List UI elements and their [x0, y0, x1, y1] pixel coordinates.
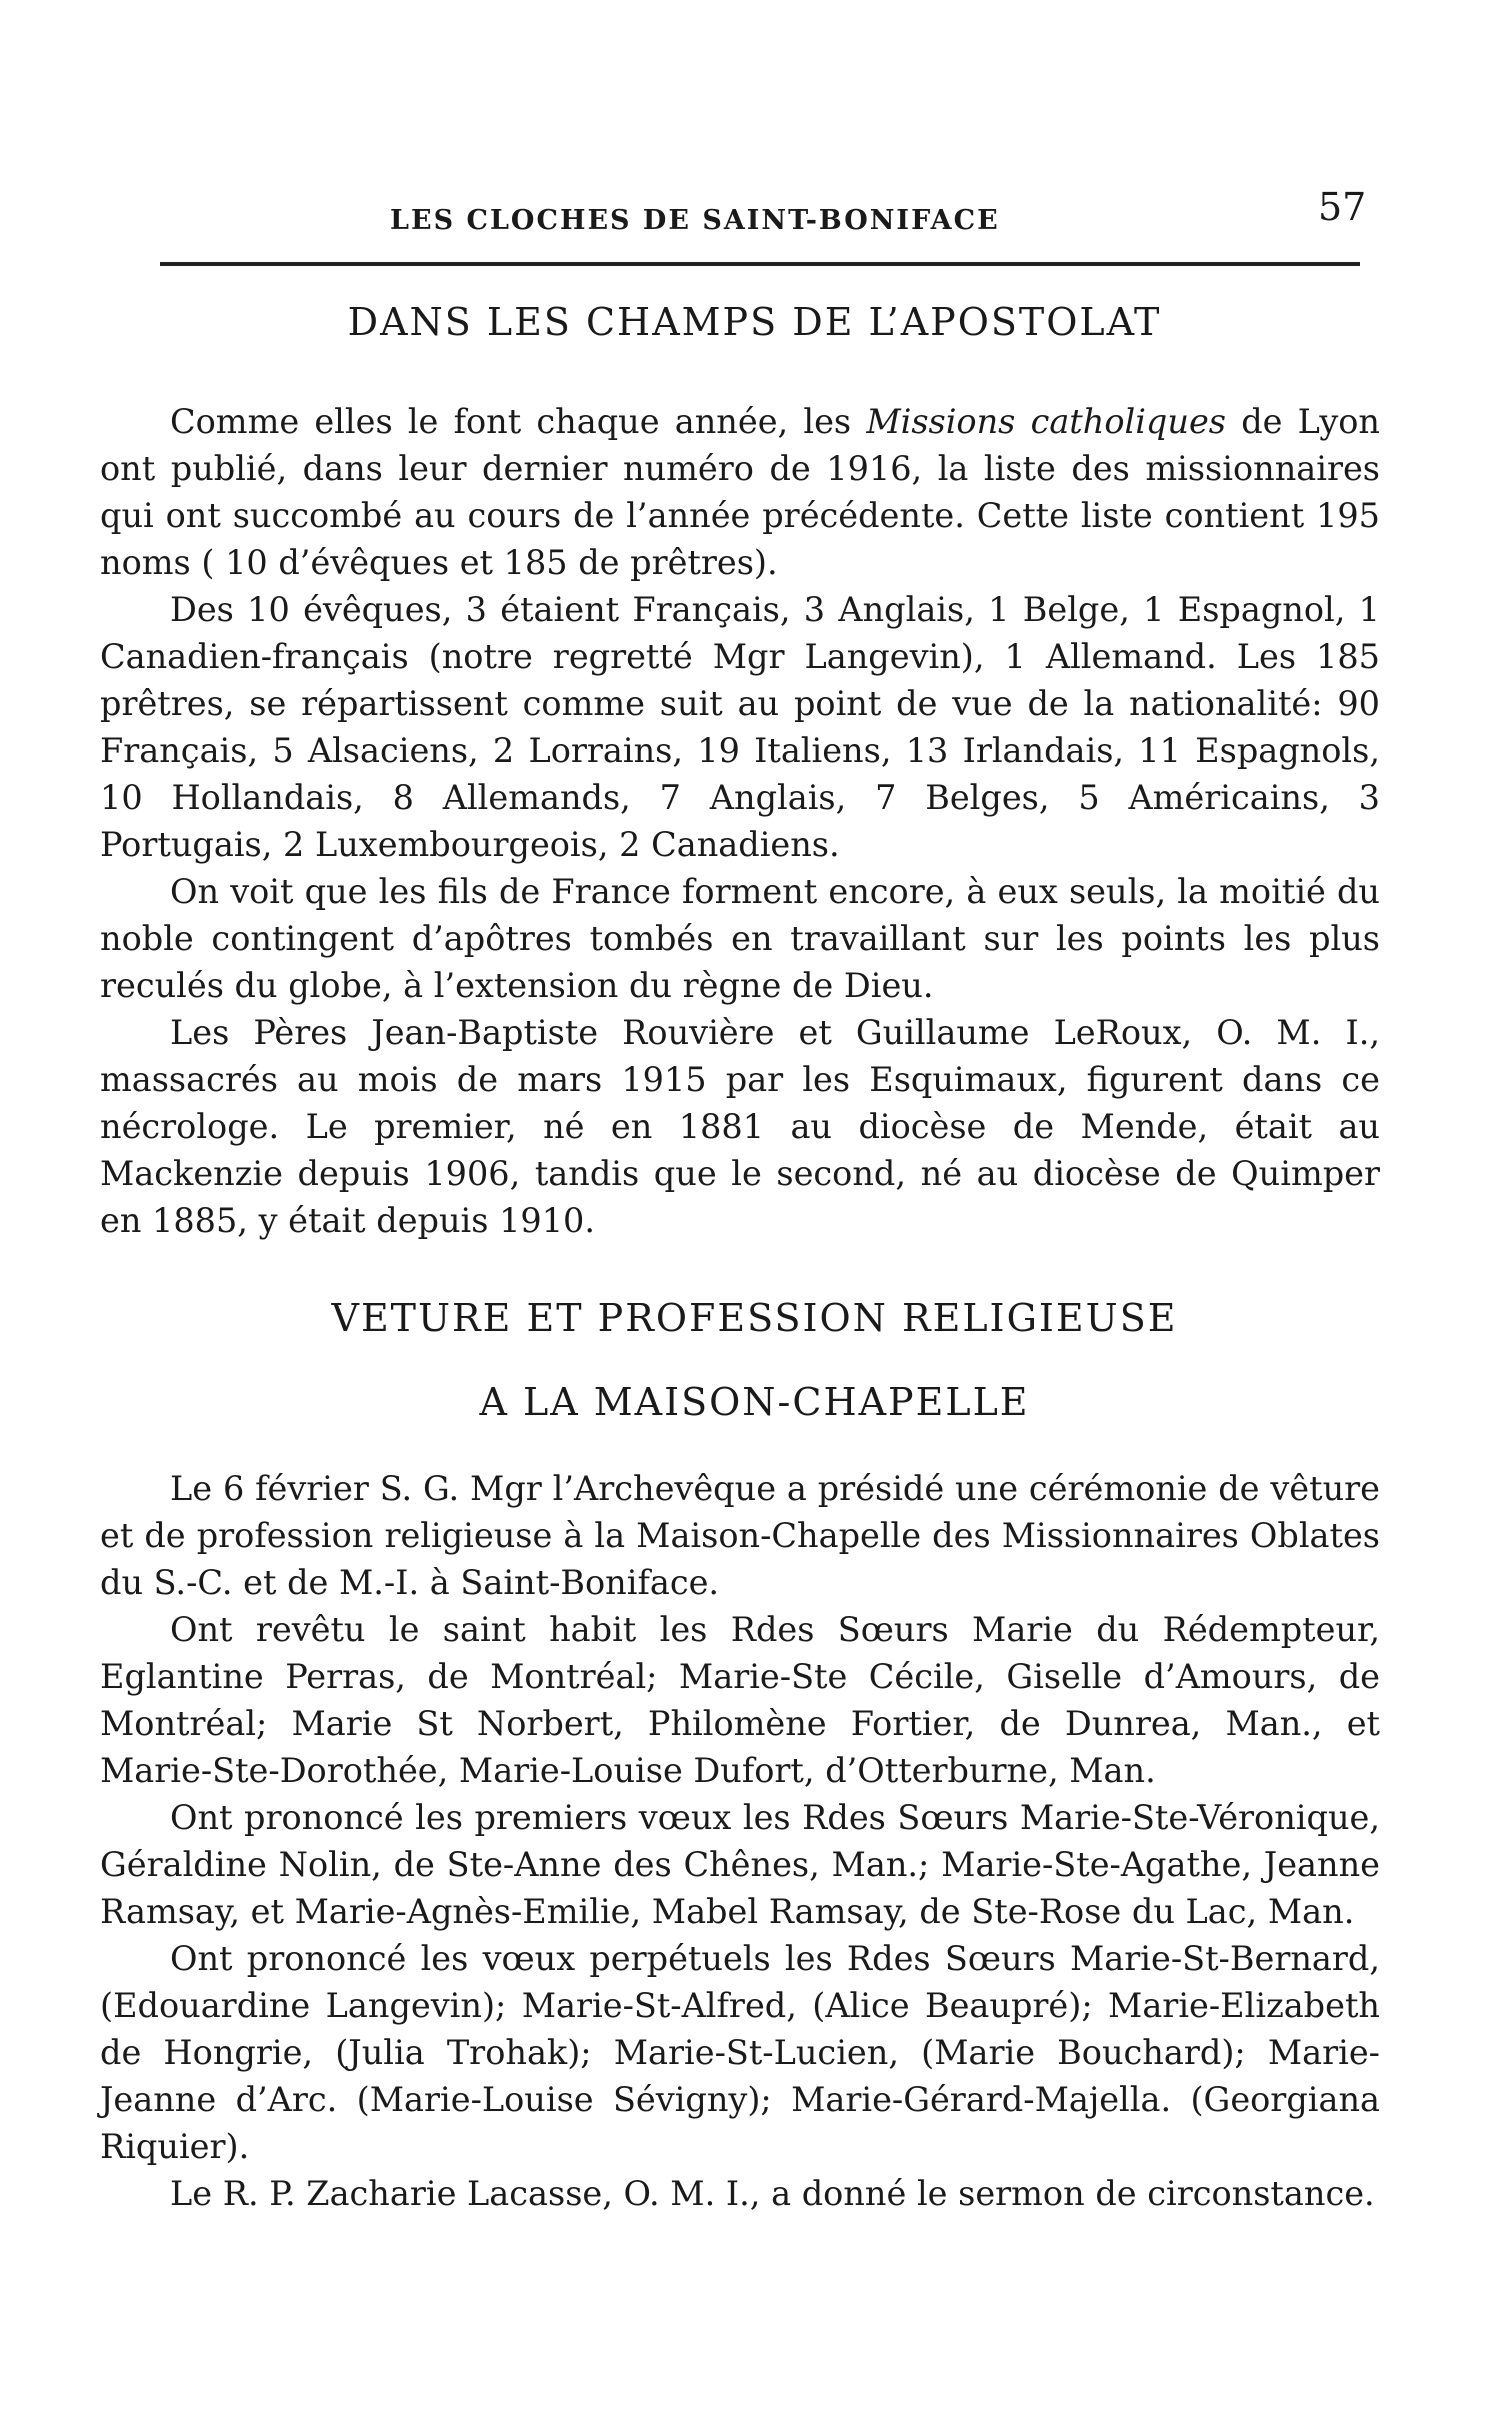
- paragraph: Les Pères Jean-Baptiste Rouvière et Guillaume LeRoux, O. M. I., massacrés au mois de mars 1915 par les Esquimaux, figurent dans ce nécrologe. Le premier, né en 1881 au diocèse de Mende, était au Mackenzie depuis 1906, tandis que le second, né au diocèse de Quimper en 1885, y était depuis 1910.: [100, 1013, 1380, 1240]
- paragraph: Le 6 février S. G. Mgr l’Archevêque a présidé une cérémonie de vêture et de profession religieuse à la Maison-Chapelle des Missionnaires Oblates du S.-C. et de M.-I. à Saint-Boniface.: [100, 1469, 1380, 1602]
- section-title-veture: VETURE ET PROFESSION RELIGIEUSE: [331, 1296, 1178, 1340]
- paragraph: Des 10 évêques, 3 étaient Français, 3 Anglais, 1 Belge, 1 Espagnol, 1 Canadien-français (notre regretté Mgr Langevin), 1 Allemand. Les 185 prêtres, se répartissent comme suit au point de vue de la nationalité: 90 Français, 5 Alsaciens, 2 Lorrains, 19 Italiens, 13 Irlandais, 11 Espagnols, 10 Hollandais, 8 Allemands, 7 Anglais, 7 Belges, 5 Américains, 3 Portugais, 2 Luxembourgeois, 2 Canadiens.: [100, 590, 1380, 864]
- page-number: 57: [1318, 185, 1367, 229]
- paragraph: [100, 398, 1380, 586]
- header-rule: [160, 262, 1360, 266]
- paragraph-text: Comme elles le font chaque année, les: [170, 402, 867, 441]
- paragraph: Ont revêtu le saint habit les Rdes Sœurs Marie du Rédempteur, Eglantine Perras, de Montréal; Marie-Ste Cécile, Giselle d’Amours, de Montréal; Marie St Norbert, Philomène Fortier, de Dunrea, Man., et Marie-Ste-Dorothée, Marie-Louise Dufort, d’Otterburne, Man.: [100, 1610, 1380, 1790]
- paragraph: Ont prononcé les vœux perpétuels les Rdes Sœurs Marie-St-Bernard, (Edouardine Langevin); Marie-St-Alfred, (Alice Beaupré); Marie-Elizabeth de Hongrie, (Julia Trohak); Marie-St-Lucien, (Marie Bouchard); Marie-Jeanne d’Arc. (Marie-Louise Sévigny); Marie-Gérard-Majella. (Georgiana Riquier).: [100, 1939, 1380, 2166]
- running-title: LES CLOCHES DE SAINT-BONIFACE: [390, 205, 1000, 236]
- paragraph-text: de Lyon ont publié, dans leur dernier numéro de 1916, la liste des missionnaires qui ont succombé au cours de l’année précédente. Cette liste contient 195 noms ( 10 d’évêques et 185 de prêtres).: [100, 402, 1380, 582]
- section-body-apostolat: [100, 398, 1380, 1244]
- paragraph: Ont prononcé les premiers vœux les Rdes Sœurs Marie-Ste-Véronique, Géraldine Nolin, de Ste-Anne des Chênes, Man.; Marie-Ste-Agathe, Jeanne Ramsay, et Marie-Agnès-Emilie, Mabel Ramsay, de Ste-Rose du Lac, Man.: [100, 1798, 1380, 1931]
- section-subtitle-maison-chapelle: A LA MAISON-CHAPELLE: [479, 1380, 1030, 1424]
- paragraph: Le R. P. Zacharie Lacasse, O. M. I., a donné le sermon de circonstance.: [170, 2174, 1375, 2213]
- section-title-apostolat: DANS LES CHAMPS DE L’APOSTOLAT: [347, 300, 1162, 344]
- paragraph: On voit que les fils de France forment encore, à eux seuls, la moitié du noble contingent d’apôtres tombés en travaillant sur les points les plus reculés du globe, à l’extension du règne de Dieu.: [100, 872, 1380, 1005]
- section-body-veture: [100, 1465, 1380, 2217]
- publication-title: Missions catholiques: [866, 402, 1226, 441]
